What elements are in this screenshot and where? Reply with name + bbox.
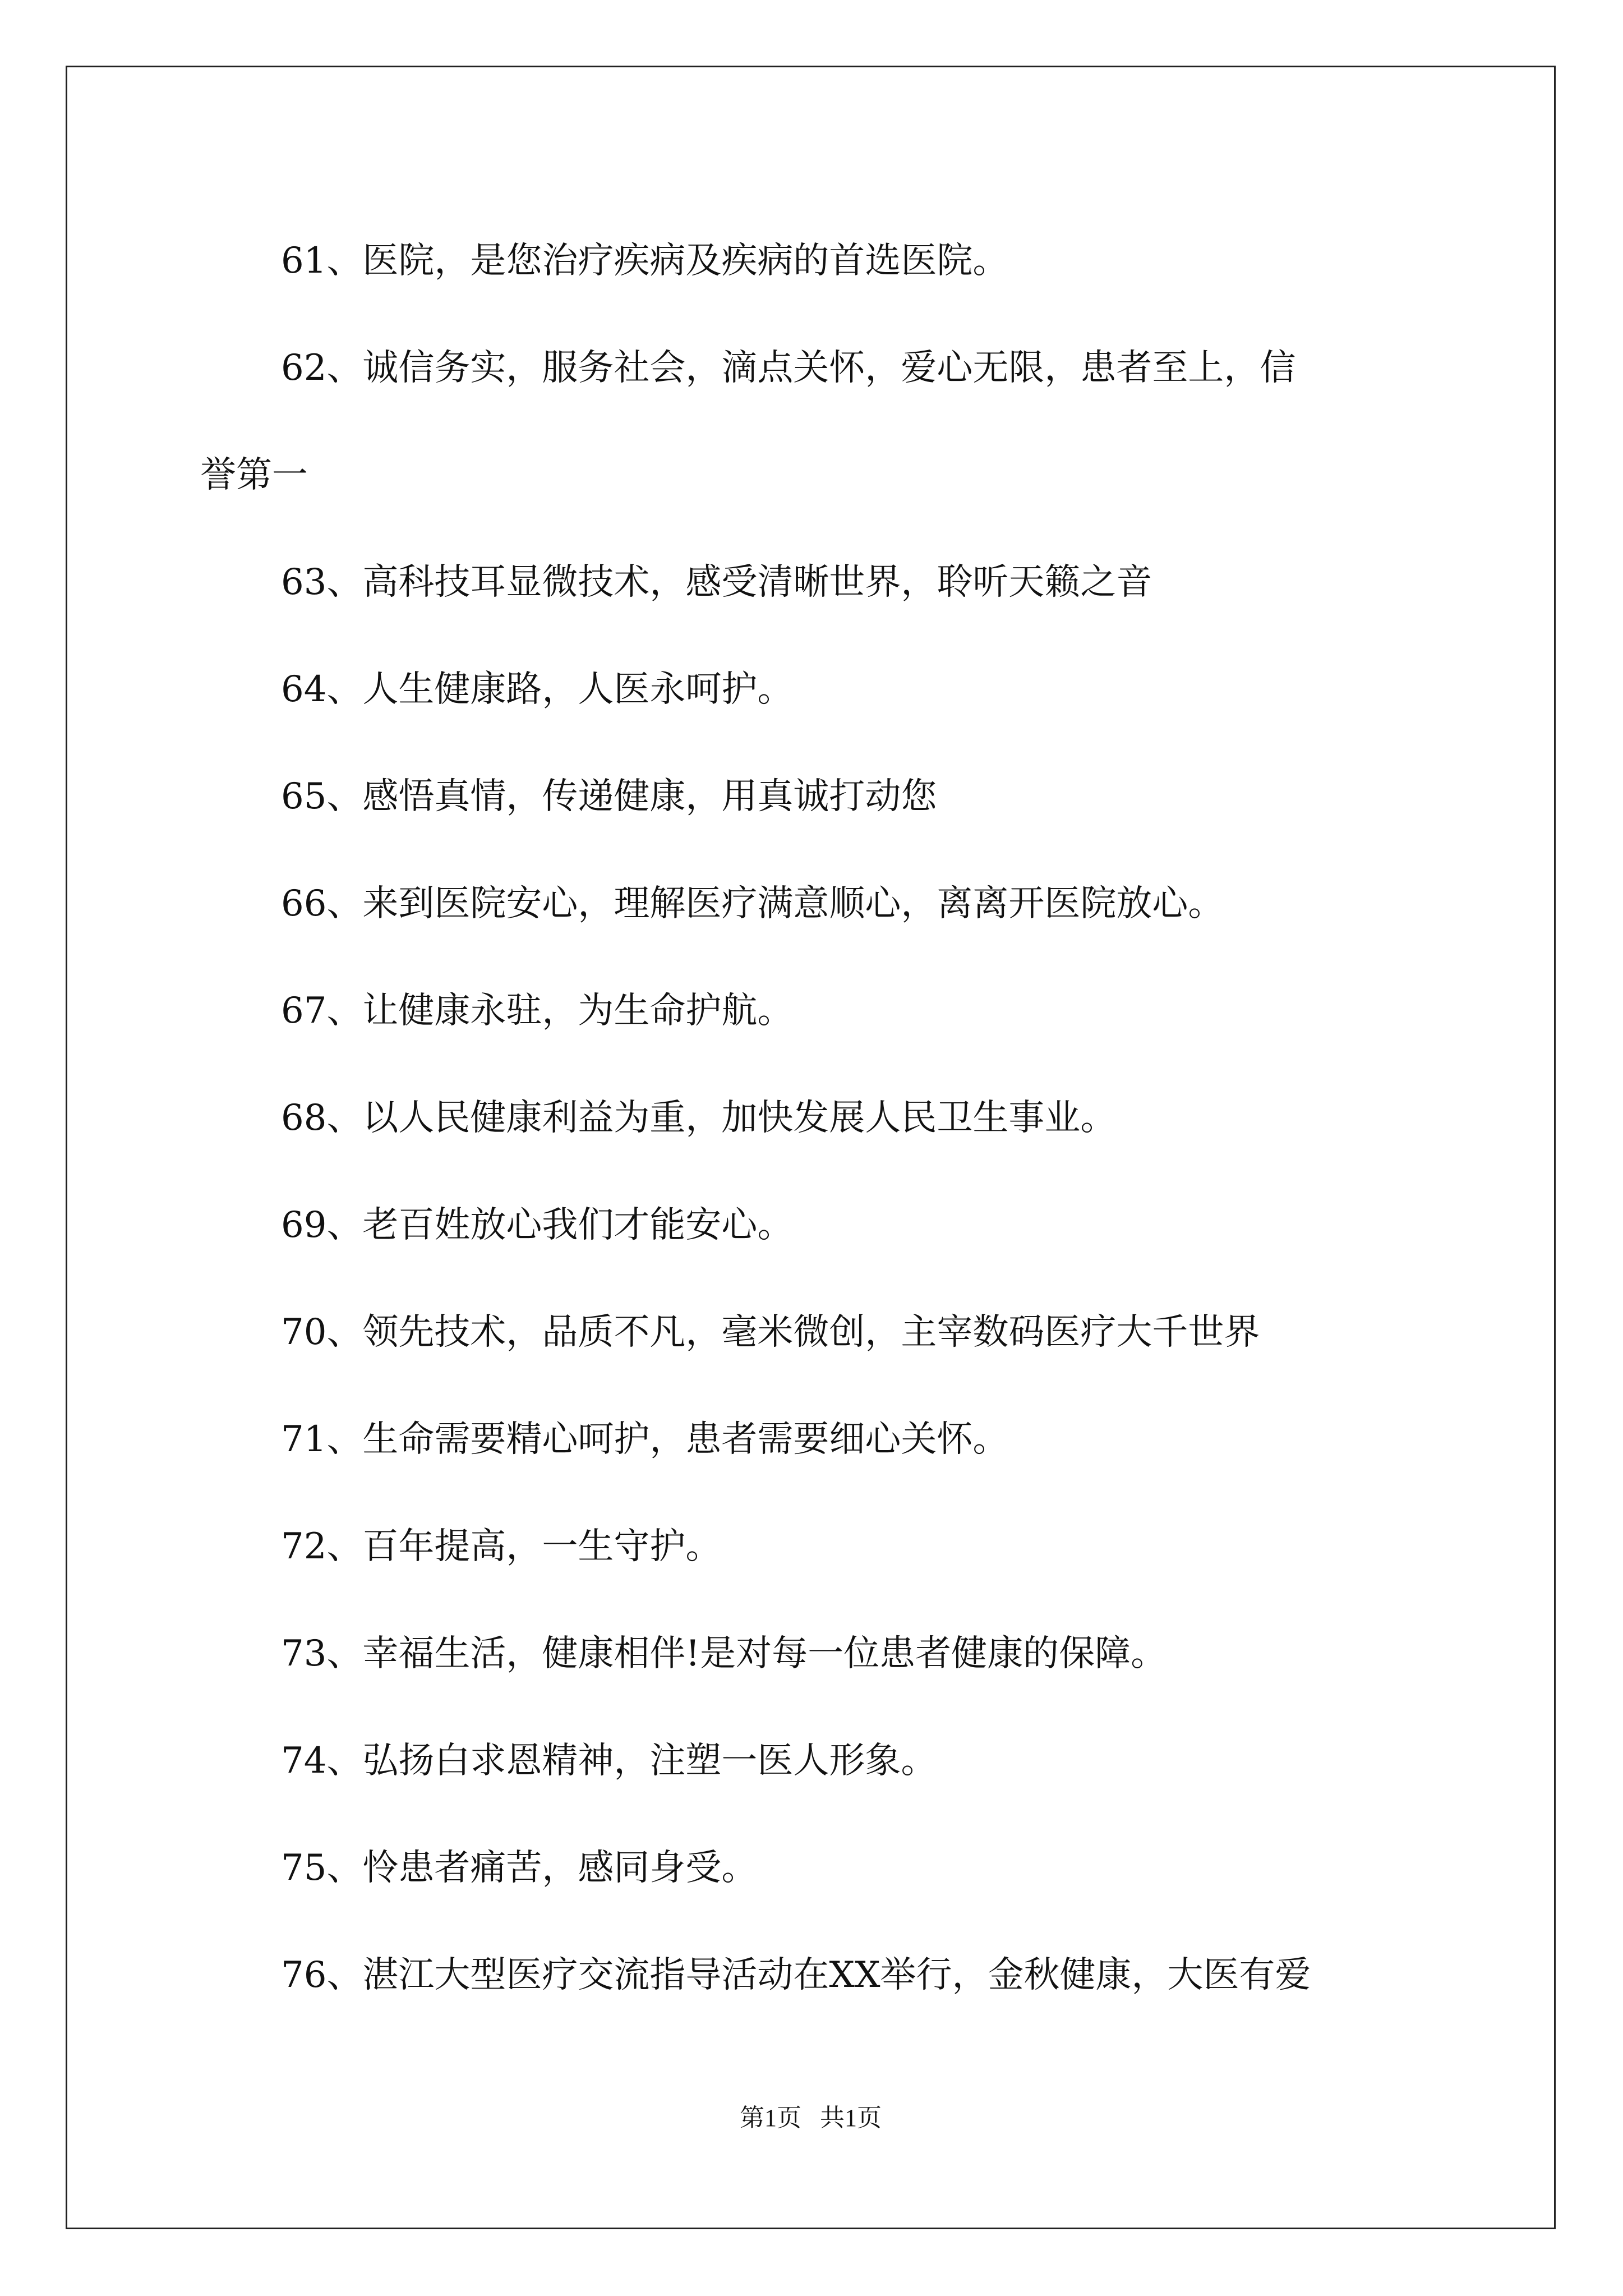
text-line-76: 76、湛江大型医疗交流指导活动在XX举行，金秋健康，大医有爱 bbox=[281, 1954, 1311, 1996]
text-line-65: 65、感悟真情，传递健康，用真诚打动您 bbox=[281, 776, 937, 817]
text-line-68: 68、以人民健康利益为重，加快发展人民卫生事业。 bbox=[281, 1097, 1117, 1139]
page-frame bbox=[66, 66, 1556, 2229]
text-line-67: 67、让健康永驻，为生命护航。 bbox=[281, 990, 794, 1032]
text-line-66: 66、来到医院安心，理解医疗满意顺心，离离开医院放心。 bbox=[281, 883, 1224, 924]
page-number-footer: 第1页 共1页 bbox=[740, 2104, 882, 2132]
text-line-74: 74、弘扬白求恩精神，注塑一医人形象。 bbox=[281, 1740, 937, 1782]
text-line-70: 70、领先技术，品质不凡，毫米微创，主宰数码医疗大千世界 bbox=[281, 1312, 1260, 1353]
text-line-62-continued: 誉第一 bbox=[200, 454, 308, 496]
text-line-62: 62、诚信务实，服务社会，滴点关怀，爱心无限，患者至上，信 bbox=[281, 347, 1296, 389]
text-line-61: 61、医院，是您治疗疾病及疾病的首选医院。 bbox=[281, 240, 1009, 282]
text-line-63: 63、高科技耳显微技术，感受清晰世界，聆听天籁之音 bbox=[281, 562, 1152, 603]
text-line-64: 64、人生健康路，人医永呵护。 bbox=[281, 669, 794, 710]
text-line-73: 73、幸福生活，健康相伴!是对每一位患者健康的保障。 bbox=[281, 1633, 1167, 1674]
text-line-72: 72、百年提高，一生守护。 bbox=[281, 1526, 722, 1567]
text-line-69: 69、老百姓放心我们才能安心。 bbox=[281, 1204, 794, 1246]
text-line-71: 71、生命需要精心呵护，患者需要细心关怀。 bbox=[281, 1419, 1009, 1460]
text-line-75: 75、怜患者痛苦，感同身受。 bbox=[281, 1847, 758, 1889]
